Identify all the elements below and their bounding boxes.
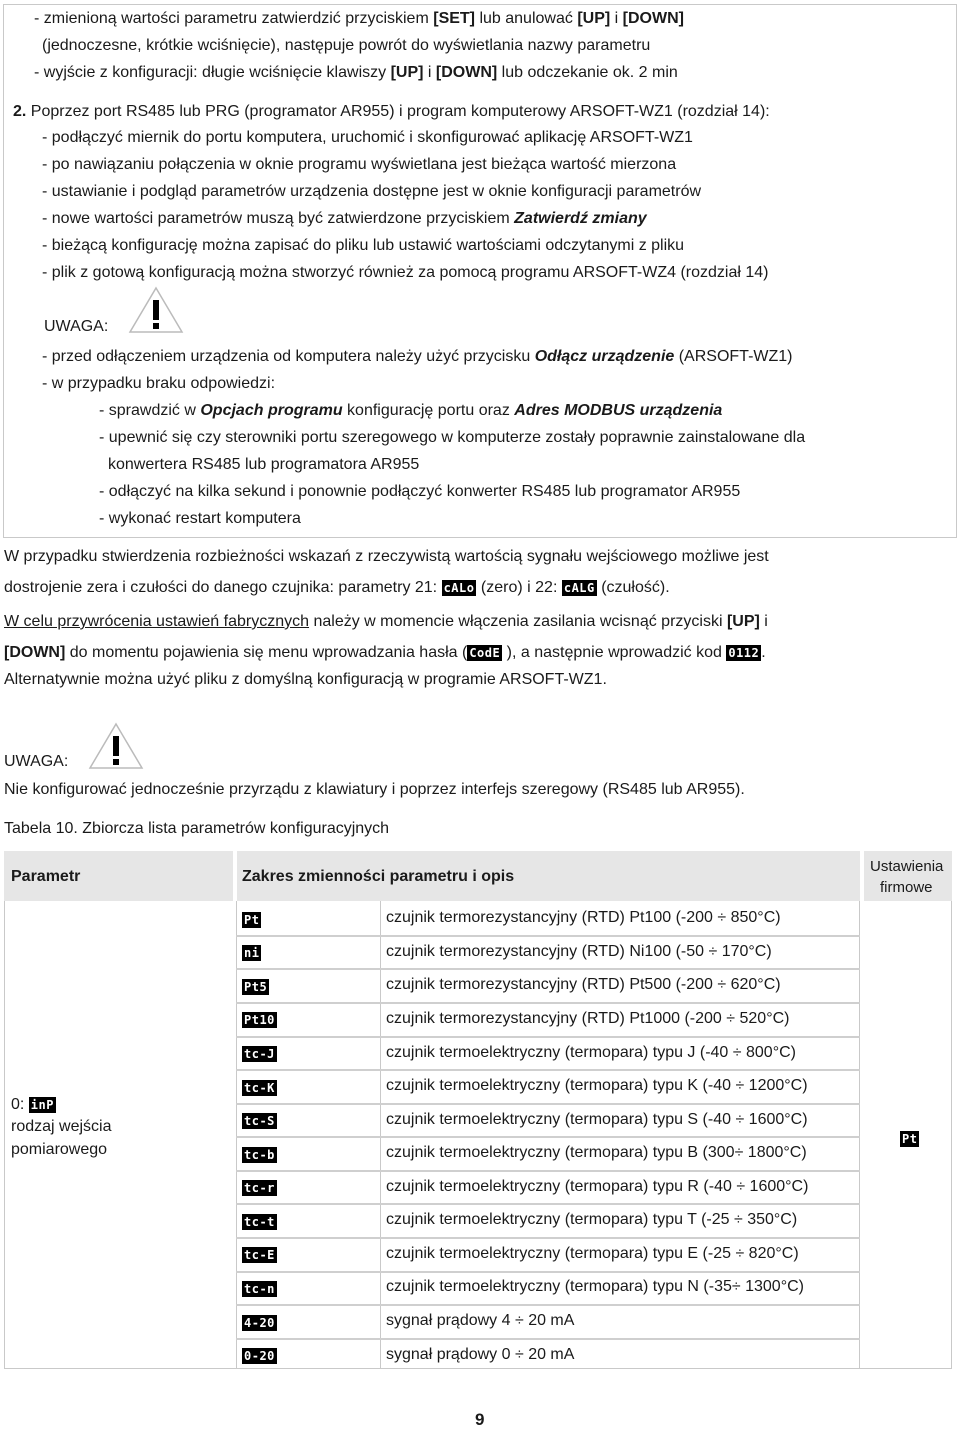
point-2-item: - bieżącą konfigurację można zapisać do pliku lub ustawić wartościami odczytanymi z pliku: [42, 237, 685, 254]
row-separator: [236, 1036, 860, 1038]
option-code: tc-K: [244, 1080, 275, 1095]
row-separator: [236, 1338, 860, 1340]
option-code: Pt5: [244, 979, 268, 994]
uwaga-label-2: UWAGA:: [4, 753, 69, 770]
row-separator: [236, 935, 860, 937]
row-separator: [236, 1103, 860, 1105]
page-number: 9: [475, 1410, 485, 1429]
box-line-2: (jednoczesne, krótkie wciśnięcie), następuje powrót do wyświetlania nazwy parametru: [42, 37, 651, 54]
option-desc: czujnik termoelektryczny (termopara) typu E (-25 ÷ 820°C): [386, 1245, 799, 1262]
header-range: Zakres zmienności parametru i opis: [242, 868, 515, 885]
option-desc: czujnik termoelektryczny (termopara) typu R (-40 ÷ 1600°C): [386, 1178, 809, 1195]
option-desc: sygnał prądowy 4 ÷ 20 mA: [386, 1312, 575, 1329]
option-code: tc-J: [244, 1046, 275, 1061]
default-value: [900, 1129, 919, 1149]
para-factory-line-3: Alternatywnie można użyć pliku z domyślną konfiguracją w programie ARSOFT-WZ1.: [4, 671, 607, 688]
uwaga-item: - w przypadku braku odpowiedzi:: [42, 375, 276, 392]
row-separator: [236, 1203, 860, 1205]
param-desc: pomiarowego: [11, 1141, 108, 1158]
point-2-item: - po nawiązaniu połączenia w oknie programu wyświetlana jest bieżąca wartość mierzona: [42, 156, 677, 173]
point-2-heading: 2. Poprzez port RS485 lub PRG (programator AR955) i program komputerowy ARSOFT-WZ1 (rozdział 14):: [13, 103, 770, 120]
option-code: 4-20: [244, 1315, 275, 1330]
display-code-0112: 0112: [728, 645, 760, 660]
header-parameter: Parametr: [11, 868, 81, 885]
para-factory-line-2: [DOWN] do momentu pojawienia się menu wprowadzania hasła ( CodE ), a następnie wprowadzić kod 0112 .: [4, 644, 766, 661]
option-code: ni: [244, 945, 260, 960]
header-default-2: firmowe: [880, 879, 933, 896]
option-code: tc-n: [244, 1281, 275, 1296]
option-code: tc-r: [244, 1180, 275, 1195]
warning-icon: [88, 722, 144, 770]
option-desc: czujnik termoelektryczny (termopara) typu T (-25 ÷ 350°C): [386, 1211, 798, 1228]
option-code: Pt: [244, 912, 260, 927]
option-code: 0-20: [244, 1348, 275, 1363]
point-2-item: - plik z gotową konfiguracją można stworzyć również za pomocą programu ARSOFT-WZ4 (rozdział 14): [42, 264, 769, 281]
option-code: tc-S: [244, 1113, 275, 1128]
inner-line: [859, 901, 860, 1369]
box-line-1: - zmienioną wartości parametru zatwierdzić przyciskiem [SET] lub anulować [UP] i [DOWN]: [34, 10, 684, 27]
table-caption: Tabela 10. Zbiorcza lista parametrów konfiguracyjnych: [4, 820, 390, 837]
row-separator: [236, 1136, 860, 1138]
option-desc: czujnik termorezystancyjny (RTD) Pt100 (-200 ÷ 850°C): [386, 909, 781, 926]
warning-icon: [128, 286, 184, 334]
para-factory-line-1: W celu przywrócenia ustawień fabrycznych należy w momencie włączenia zasilania wcisnąć przyciski [UP] i: [4, 613, 768, 630]
table-border-left: [4, 901, 5, 1369]
param-desc: rodzaj wejścia: [11, 1118, 112, 1135]
point-2-item: - ustawianie i podgląd parametrów urządzenia dostępne jest w oknie konfiguracji parametrów: [42, 183, 702, 200]
uwaga-label: UWAGA:: [44, 318, 109, 335]
display-code-CodE: CodE: [469, 645, 501, 660]
display-code-Pt-default: Pt: [902, 1131, 918, 1146]
param-code-line: 0: inP: [11, 1096, 54, 1113]
display-code-cALG: cALG: [563, 580, 595, 595]
row-separator: [236, 1237, 860, 1239]
option-desc: czujnik termoelektryczny (termopara) typu B (300÷ 1800°C): [386, 1144, 807, 1161]
uwaga-subitem: - upewnić się czy sterowniki portu szeregowego w komputerze zostały poprawnie zainstalowane dla: [99, 429, 806, 446]
para-calibration-line-1: W przypadku stwierdzenia rozbieżności wskazań z rzeczywistą wartością sygnału wejściowego możliwe jest: [4, 548, 769, 565]
option-desc: czujnik termoelektryczny (termopara) typu K (-40 ÷ 1200°C): [386, 1077, 808, 1094]
para-calibration-line-2: dostrojenie zera i czułości do danego czujnika: parametry 21: cALo (zero) i 22: cALG (czułość).: [4, 579, 670, 596]
uwaga-item: - przed odłączeniem urządzenia od komputera należy użyć przycisku Odłącz urządzenie (ARSOFT-WZ1): [42, 348, 793, 365]
inner-line: [236, 901, 237, 1369]
point-2-item: - nowe wartości parametrów muszą być zatwierdzone przyciskiem Zatwierdź zmiany: [42, 210, 647, 227]
uwaga-subitem: - sprawdzić w Opcjach programu konfigurację portu oraz Adres MODBUS urządzenia: [99, 402, 723, 419]
option-desc: czujnik termoelektryczny (termopara) typu S (-40 ÷ 1600°C): [386, 1111, 808, 1128]
option-desc: czujnik termorezystancyjny (RTD) Pt500 (-200 ÷ 620°C): [386, 976, 781, 993]
row-separator: [236, 1304, 860, 1306]
uwaga-subitem-cont: konwertera RS485 lub programatora AR955: [108, 456, 420, 473]
row-separator: [236, 1069, 860, 1071]
uwaga-2-text: Nie konfigurować jednocześnie przyrządu z klawiatury i poprzez interfejs szeregowy (RS485 lub AR955).: [4, 781, 745, 798]
display-code-cALo: cALo: [443, 580, 475, 595]
row-separator: [236, 1170, 860, 1172]
option-desc: czujnik termoelektryczny (termopara) typu J (-40 ÷ 800°C): [386, 1044, 796, 1061]
option-desc: czujnik termorezystancyjny (RTD) Pt1000 (-200 ÷ 520°C): [386, 1010, 790, 1027]
uwaga-subitem: - odłączyć na kilka sekund i ponownie podłączyć konwerter RS485 lub programator AR955: [99, 483, 741, 500]
row-separator: [236, 968, 860, 970]
option-desc: czujnik termorezystancyjny (RTD) Ni100 (-50 ÷ 170°C): [386, 943, 772, 960]
option-code: tc-b: [244, 1147, 275, 1162]
box-line-3: - wyjście z konfiguracji: długie wciśnięcie klawiszy [UP] i [DOWN] lub odczekanie ok. 2 min: [34, 64, 678, 81]
table-border-bottom: [4, 1368, 952, 1369]
option-code: tc-t: [244, 1214, 275, 1229]
row-separator: [236, 1271, 860, 1273]
point-2-item: - podłączyć miernik do portu komputera, uruchomić i skonfigurować aplikację ARSOFT-WZ1: [42, 129, 693, 146]
display-code-inP: inP: [30, 1097, 54, 1112]
option-code: tc-E: [244, 1247, 275, 1262]
uwaga-subitem: - wykonać restart komputera: [99, 510, 301, 527]
option-desc: sygnał prądowy 0 ÷ 20 mA: [386, 1346, 575, 1363]
parameters-table: [4, 851, 952, 1369]
option-desc: czujnik termoelektryczny (termopara) typu N (-35÷ 1300°C): [386, 1278, 804, 1295]
row-separator: [236, 1002, 860, 1004]
header-default-1: Ustawienia: [870, 858, 944, 875]
inner-line: [380, 901, 381, 1369]
option-code: Pt10: [244, 1012, 275, 1027]
table-border-right: [951, 901, 952, 1369]
column-divider: [860, 851, 864, 1369]
